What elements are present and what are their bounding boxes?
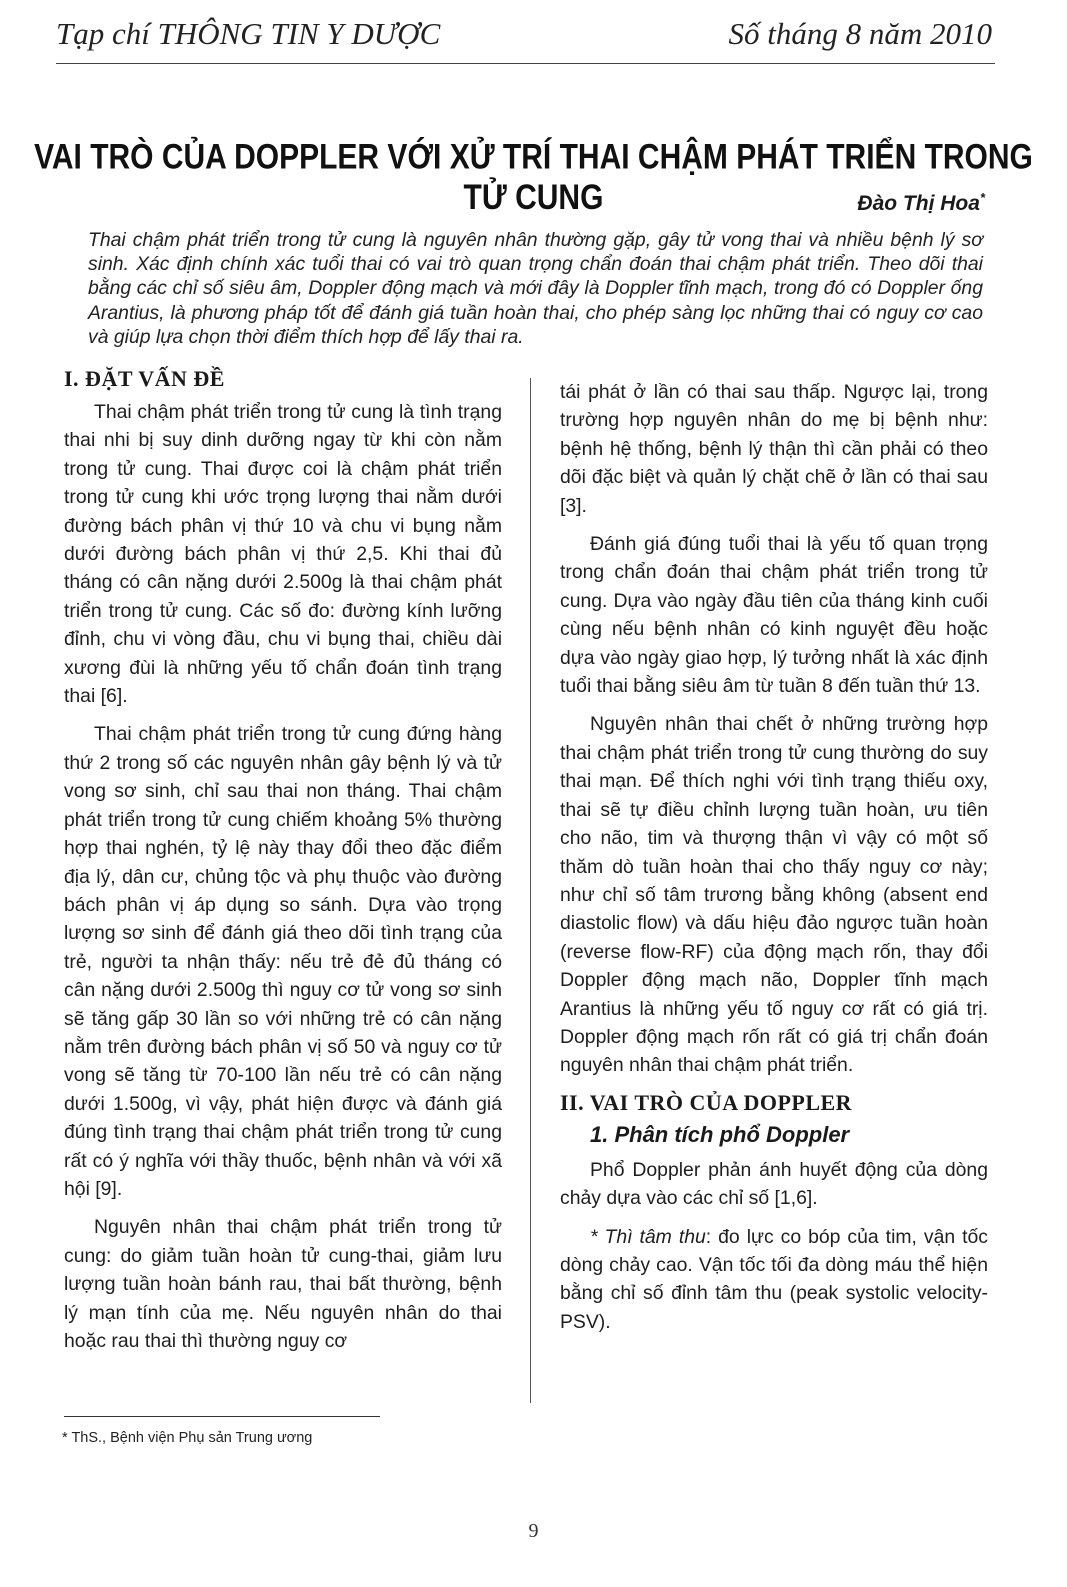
subsection-heading: 1. Phân tích phổ Doppler	[590, 1121, 850, 1147]
column-divider	[530, 378, 531, 1403]
journal-name: Tạp chí THÔNG TIN Y DƯỢC	[56, 16, 441, 51]
abstract: Thai chậm phát triển trong tử cung là nguyên nhân thường gặp, gây tử vong thai và nhiều bệnh lý sơ sinh. Xác định chính xác tuổi thai có vai trò quan trọng chẩn đoán thai chậm phát triển. Theo dõi thai bằng các chỉ số siêu âm, Doppler động mạch và mới đây là Doppler tĩnh mạch, trong đó có Doppler ống Arantius, là phương pháp tốt để đánh giá tuần hoàn thai, cho phép sàng lọc những thai có nguy cơ cao và giúp lựa chọn thời điểm thích hợp để lấy thai ra.	[88, 229, 983, 348]
paragraph: tái phát ở lần có thai sau thấp. Ngược lại, trong trường hợp nguyên nhân do mẹ bị bệnh như: bệnh hệ thống, bệnh lý thận thì cần phải có theo dõi đặc biệt và quản lý chặt chẽ ở lần có thai sau [3].	[560, 381, 988, 517]
paragraph	[560, 1223, 988, 1337]
paragraph: Nguyên nhân thai chết ở những trường hợp thai chậm phát triển trong tử cung thường do suy thai mạn. Để thích nghi với tình trạng thiếu oxy, thai sẽ tự điều chỉnh lượng tuần hoàn, ưu tiên cho não, tim và thượng thận vì vậy có một số thăm dò tuần hoàn thai cho thấy nguy cơ này; như chỉ số tâm trương bằng không (absent end diastolic flow) và dấu hiệu đảo ngược tuần hoàn (reverse flow-RF) của động mạch rốn, thay đổi Doppler động mạch não, Doppler tĩnh mạch Arantius là những yếu tố nguy cơ rất có giá trị. Doppler động mạch rốn rất có giá trị chẩn đoán nguyên nhân thai chậm phát triển.	[560, 713, 988, 1077]
footnote-rule	[64, 1416, 380, 1417]
paragraph: Phổ Doppler phản ánh huyết động của dòng chảy dựa vào các chỉ số [1,6].	[560, 1158, 988, 1210]
page-number: 9	[528, 1520, 539, 1542]
author-footnote-mark: *	[979, 190, 985, 205]
paragraph: Thai chậm phát triển trong tử cung đứng hàng thứ 2 trong số các nguyên nhân gây bệnh lý và tử vong sơ sinh, chỉ sau thai non tháng. Thai chậm phát triển trong tử cung chiếm khoảng 5% thường hợp thai nghén, tỷ lệ này thay đổi theo đặc điểm địa lý, dân cư, chủng tộc và phụ thuộc vào đường bách phân vị áp dụng so sánh. Dựa vào trọng lượng sơ sinh để đánh giá theo dõi tình trạng của trẻ, người ta nhận thấy: nếu trẻ đẻ đủ tháng có cân nặng dưới 2.500g thì nguy cơ tử vong sơ sinh sẽ tăng gấp 30 lần so với những trẻ có cân nặng nằm trên đường bách phân vị số 50 và nguy cơ tử vong sẽ tăng từ 70-100 lần nếu trẻ có cân nặng dưới 1.500g, vì vậy, phát hiện được và đánh giá đúng tình trạng thai chậm phát triển trong tử cung rất có ý nghĩa với thầy thuốc, bệnh nhân và với xã hội [9].	[64, 723, 502, 1200]
header-rule	[56, 63, 995, 64]
right-column	[560, 378, 988, 1346]
footnote	[62, 1430, 312, 1446]
author-line	[857, 190, 985, 216]
footnote-mark: *	[62, 1430, 68, 1446]
italic-lead: * Thì tâm thu	[590, 1225, 706, 1248]
article-title: VAI TRÒ CỦA DOPPLER VỚI XỬ TRÍ THAI CHẬM PHÁT TRIỂN TRONG TỬ CUNG	[34, 138, 1033, 218]
issue-date: Số tháng 8 năm 2010	[728, 16, 992, 51]
left-column	[64, 366, 502, 1365]
footnote-text: ThS., Bệnh viện Phụ sản Trung ương	[71, 1430, 313, 1446]
paragraph: Thai chậm phát triển trong tử cung là tình trạng thai nhi bị suy dinh dưỡng ngay từ khi còn nằm trong tử cung. Thai được coi là chậm phát triển trong tử cung khi ước trọng lượng thai nằm dưới đường bách phân vị thứ 10 và chu vi bụng nằm dưới đường bách phân vị thứ 2,5. Khi thai đủ tháng có cân nặng dưới 2.500g là thai chậm phát triển trong tử cung. Các số đo: đường kính lưỡng đỉnh, chu vi vòng đầu, chu vi bụng thai, chiều dài xương đùi là những yếu tố chẩn đoán tình trạng thai [6].	[64, 401, 502, 708]
author-name: Đào Thị Hoa	[857, 192, 980, 215]
paragraph: Nguyên nhân thai chậm phát triển trong tử cung: do giảm tuần hoàn tử cung-thai, giảm lưu lượng tuần hoàn bánh rau, thai bất thường, bệnh lý mạn tính của mẹ. Nếu nguyên nhân do thai hoặc rau thai thì thường nguy cơ	[64, 1216, 502, 1352]
paragraph: Đánh giá đúng tuổi thai là yếu tố quan trọng trong chẩn đoán thai chậm phát triển trong tử cung. Dựa vào ngày đầu tiên của tháng kinh cuối cùng nếu bệnh nhân có kinh nguyệt đều hoặc dựa vào ngày giao hợp, lý tưởng nhất là xác định tuổi thai bằng siêu âm từ tuần 8 đến tuần thứ 13.	[560, 533, 988, 698]
paragraph-text: : đo lực co bóp của tim, vận tốc dòng chảy cao. Vận tốc tối đa dòng máu thể hiện bằng chỉ số đỉnh tâm thu (peak systolic velocity- PSV).	[560, 1225, 988, 1333]
section-heading-2: II. VAI TRÒ CỦA DOPPLER	[560, 1089, 853, 1115]
section-heading-1: I. ĐẶT VẤN ĐỀ	[64, 366, 225, 391]
